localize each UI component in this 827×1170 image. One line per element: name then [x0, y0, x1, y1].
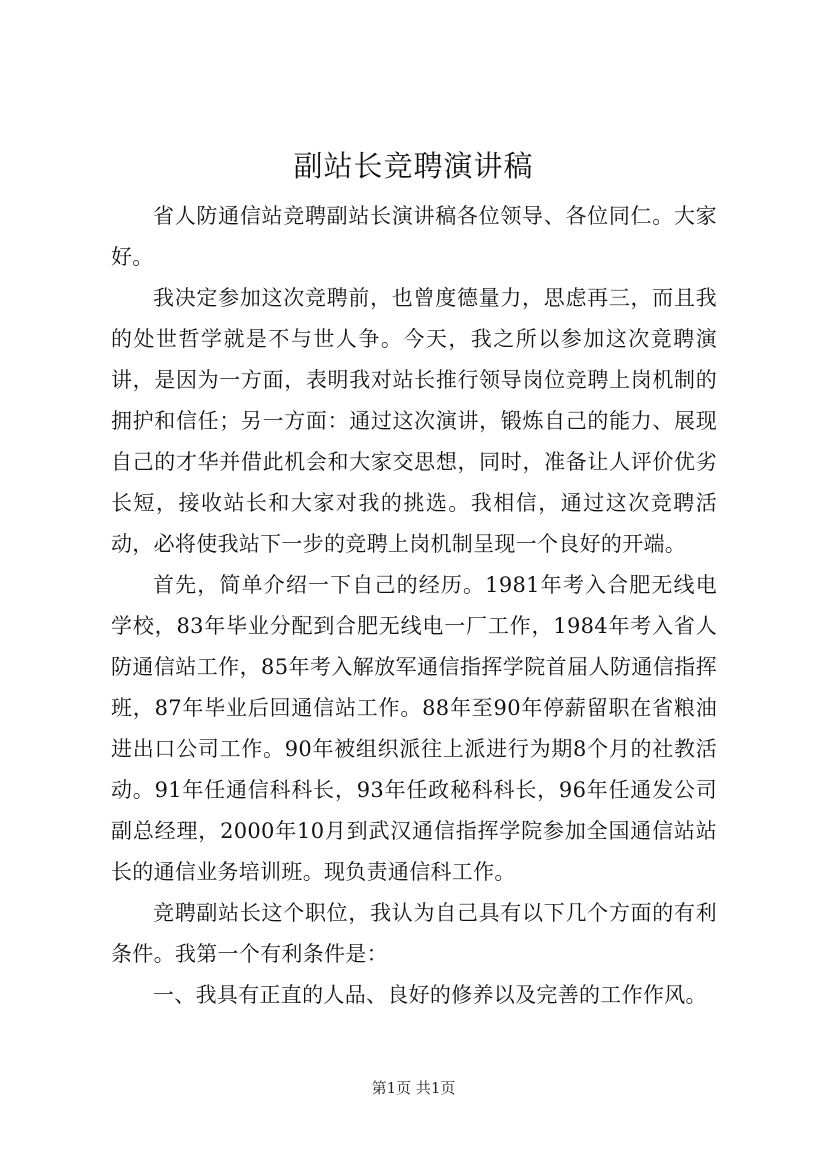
paragraph-motivation: 我决定参加这次竞聘前，也曾度德量力，思虑再三，而且我的处世哲学就是不与世人争。今天，我之所以参加这次竟聘演讲，是因为一方面，表明我对站长推行领导岗位竞聘上岗机制的拥护和信任；另一方面：通过这次演讲，锻炼自己的能力、展现自己的才华并借此机会和大家交思想，同时，准备让人评价优劣长短，接收站长和大家对我的挑选。我相信，通过这次竞聘活动，必将使我站下一步的竞聘上岗机制呈现一个良好的开端。 [111, 286, 717, 556]
document-body [111, 196, 717, 1016]
paragraph-advantages-intro: 竞聘副站长这个职位，我认为自己具有以下几个方面的有利条件。我第一个有利条件是： [111, 901, 717, 966]
paragraph-greeting: 省人防通信站竞聘副站长演讲稿各位领导、各位同仁。大家好。 [111, 204, 717, 269]
document-title: 副站长竞聘演讲稿 [293, 149, 534, 183]
page-footer: 第1页 共1页 [371, 1079, 456, 1097]
paragraph-first-advantage: 一、我具有正直的人品、良好的修养以及完善的工作作风。 [153, 983, 707, 1007]
paragraph-experience: 首先，简单介绍一下自己的经历。1981年考入合肥无线电学校，83年毕业分配到合肥无线电一厂工作，1984年考入省人防通信站工作，85年考入解放军通信指挥学院首届人防通信指挥班，87年毕业后回通信站工作。88年至90年停薪留职在省粮油进出口公司工作。90年被组织派往上派进行为期8个月的社教活动。91年任通信科科长，93年任政秘科科长，96年任通发公司副总经理，2000年10月到武汉通信指挥学院参加全国通信站站长的通信业务培训班。现负责通信科工作。 [111, 573, 717, 884]
